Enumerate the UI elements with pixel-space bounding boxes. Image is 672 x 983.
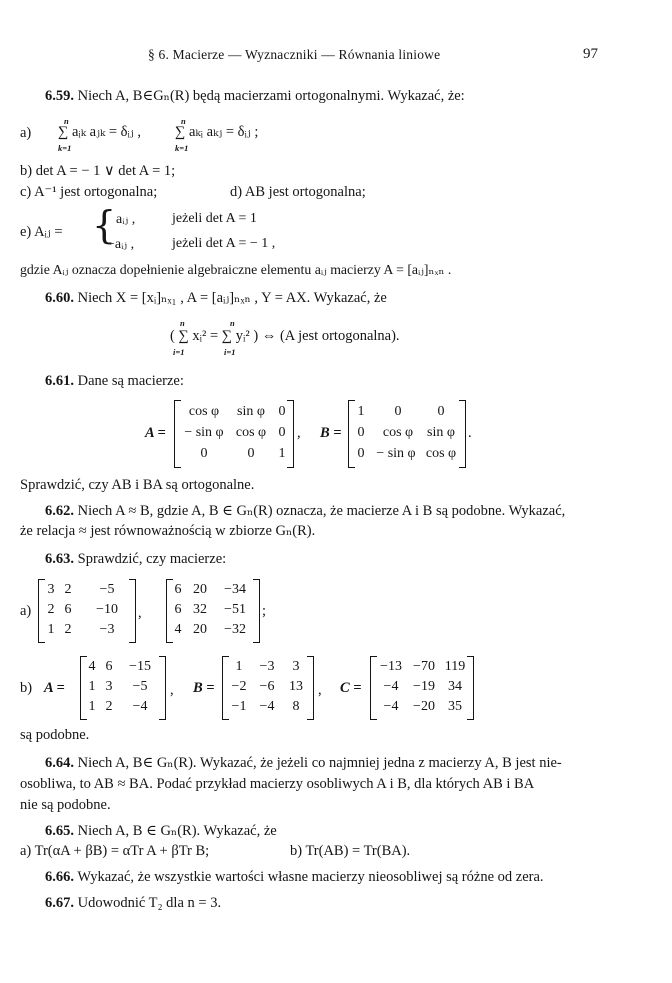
matrix-entry: 34 [448, 679, 462, 694]
comma: , [170, 682, 174, 698]
sum-lower-limit: i=1 [173, 347, 185, 357]
problem-6-64-line-1 [45, 755, 562, 772]
matrix-entry: 119 [444, 659, 466, 674]
item-b-label: b) [20, 680, 33, 696]
matrix-entry: −4 [383, 699, 399, 714]
matrix-entry: 35 [448, 699, 462, 714]
comma: , [138, 605, 142, 621]
sum-lower-limit: k=1 [175, 143, 189, 153]
problem-number: 6.64. [45, 755, 74, 771]
running-header: § 6. Macierze — Wyznaczniki — Równania liniowe [148, 47, 441, 62]
matrix-b-C [370, 656, 474, 720]
matrix-entry: 20 [193, 622, 207, 637]
matrix-entry: −32 [224, 622, 246, 637]
matrix-entry: cos φ [235, 425, 267, 440]
podobne-line: są podobne. [20, 727, 90, 743]
problem-6-61 [45, 373, 184, 390]
matrix-entry: sin φ [237, 404, 265, 419]
matrix-B-label: B = [193, 680, 215, 696]
problem-text: Wykazać, że wszystkie wartości własne macierzy nieosobliwej są różne od zera. [77, 869, 544, 885]
item-d: d) AB jest ortogonalna; [230, 184, 366, 200]
matrix-entry: −4 [383, 679, 399, 694]
problem-text: Niech A, B∈ Gₙ(R). Wykazać, że jeżeli co najmniej jedna z macierzy A, B jest nie- [77, 755, 562, 771]
matrix-entry: 6 [64, 602, 72, 617]
matrix-entry: 0 [247, 446, 255, 461]
problem-number: 6.62. [45, 503, 74, 519]
case-2-value: −aᵢⱼ , [107, 237, 135, 252]
matrix-entry: − sin φ [184, 425, 224, 440]
matrix-a1 [38, 579, 136, 643]
matrix-entry: −34 [224, 582, 246, 597]
matrix-entry: 0 [200, 446, 208, 461]
matrix-entry: 4 [174, 622, 182, 637]
matrix-b-B [222, 656, 314, 720]
matrix-entry: −13 [380, 659, 402, 674]
item-b: b) Tr(AB) = Tr(BA). [290, 843, 411, 859]
matrix-B [348, 400, 466, 468]
problem-6-60 [45, 290, 387, 307]
matrix-entry: −15 [129, 659, 151, 674]
matrix-A-label: A = [44, 680, 65, 696]
matrix-entry: 2 [105, 699, 113, 714]
sum-upper-limit: n [181, 116, 186, 126]
matrix-entry: 1 [88, 679, 96, 694]
matrix-entry: −4 [132, 699, 148, 714]
matrix-entry: 4 [88, 659, 96, 674]
matrix-entry: −51 [224, 602, 246, 617]
matrix-entry: 3 [105, 679, 113, 694]
matrix-entry: 3 [47, 582, 55, 597]
problem-text: Niech A ≈ B, gdzie A, B ∈ Gₙ(R) oznacza, że macierze A i B są podobne. Wykazać, [77, 503, 566, 519]
case-1-value: aᵢⱼ , [116, 212, 136, 227]
matrix-entry: 1 [88, 699, 96, 714]
item-e-label: e) Aᵢⱼ = [20, 224, 63, 240]
item-a-label: a) [20, 603, 32, 619]
matrix-entry: 0 [357, 446, 365, 461]
matrix-entry: 1 [235, 659, 243, 674]
matrix-b-A [80, 656, 166, 720]
problem-6-64-line-2: osobliwa, to AB ≈ BA. Podać przykład macierzy osobliwych A i B, dla których AB i BA [20, 776, 535, 792]
matrix-entry: 20 [193, 582, 207, 597]
sum-lower-limit: k=1 [58, 143, 72, 153]
sum-upper-limit: n [230, 318, 235, 328]
problem-6-62-line-1 [45, 503, 565, 520]
matrix-entry: 2 [64, 622, 72, 637]
matrix-A [174, 400, 294, 468]
matrix-entry: 0 [394, 404, 402, 419]
problem-number: 6.66. [45, 869, 74, 885]
item-a-label: a) [20, 125, 32, 141]
matrix-entry: 32 [193, 602, 207, 617]
matrix-entry: cos φ [425, 446, 457, 461]
matrix-entry: 0 [278, 404, 286, 419]
problem-text: Niech X = [xᵢ]ₙₓ₁ , A = [aᵢⱼ]ₙₓₙ , Y = AX. Wykazać, że [77, 290, 387, 306]
matrix-entry: −6 [259, 679, 275, 694]
item-b: b) det A = − 1 ∨ det A = 1; [20, 163, 176, 179]
matrix-entry: −20 [413, 699, 435, 714]
problem-number: 6.65. [45, 823, 74, 839]
case-2-condition: jeżeli det A = − 1 , [172, 236, 276, 251]
problem-text: Niech A, B ∈ Gₙ(R). Wykazać, że [77, 823, 277, 839]
sum-upper-limit: n [180, 318, 185, 328]
problem-6-65 [45, 823, 277, 840]
matrix-entry: 13 [289, 679, 303, 694]
matrix-entry: −2 [231, 679, 247, 694]
matrix-entry: −19 [413, 679, 435, 694]
problem-6-62-line-2: że relacja ≈ jest równoważnością w zbiorze Gₙ(R). [20, 523, 316, 539]
problem-number: 6.59. [45, 88, 74, 104]
item-c: c) A⁻¹ jest ortogonalna; [20, 184, 158, 200]
problem-number: 6.63. [45, 551, 74, 567]
matrix-entry: cos φ [382, 425, 414, 440]
matrix-entry: −10 [96, 602, 118, 617]
matrix-entry: cos φ [188, 404, 220, 419]
problem-text: Sprawdzić, czy macierze: [77, 551, 227, 567]
matrix-A-label: A = [145, 425, 166, 441]
comma: , [297, 425, 301, 441]
sum-formula-1: ∑ aᵢₖ aⱼₖ = δᵢⱼ , [58, 124, 141, 140]
matrix-entry: −70 [413, 659, 435, 674]
matrix-entry: 8 [292, 699, 300, 714]
matrix-entry: 6 [174, 582, 182, 597]
matrix-entry: 6 [105, 659, 113, 674]
matrix-entry: 6 [174, 602, 182, 617]
problem-6-67 [45, 895, 221, 912]
sum-upper-limit: n [64, 116, 69, 126]
matrix-entry: sin φ [427, 425, 455, 440]
matrix-entry: −1 [231, 699, 247, 714]
norm-equivalence-formula: ( ∑ xᵢ² = ∑ yᵢ² ) ⇔ (A jest ortogonalna). [170, 328, 400, 344]
problem-text: Niech A, B∈Gₙ(R) będą macierzami ortogonalnymi. Wykazać, że: [77, 88, 465, 104]
matrix-entry: −3 [99, 622, 115, 637]
problem-6-64-line-3: nie są podobne. [20, 797, 111, 813]
matrix-entry: − sin φ [376, 446, 416, 461]
matrix-entry: 0 [278, 425, 286, 440]
matrix-C-label: C = [340, 680, 362, 696]
matrix-entry: −5 [132, 679, 148, 694]
matrix-entry: 1 [357, 404, 365, 419]
sum-lower-limit: i=1 [224, 347, 236, 357]
problem-number: 6.61. [45, 373, 74, 389]
check-line: Sprawdzić, czy AB i BA są ortogonalne. [20, 477, 255, 493]
case-1-condition: jeżeli det A = 1 [172, 211, 257, 226]
problem-text: Dane są macierze: [77, 373, 184, 389]
left-brace: { [92, 203, 117, 247]
matrix-a2 [166, 579, 260, 643]
matrix-entry: 2 [47, 602, 55, 617]
matrix-entry: 2 [64, 582, 72, 597]
problem-6-63 [45, 551, 226, 568]
matrix-entry: 0 [437, 404, 445, 419]
sum-formula-2: ∑ aₖᵢ aₖⱼ = δᵢⱼ ; [175, 124, 259, 140]
matrix-entry: 1 [278, 446, 286, 461]
comma: , [318, 682, 322, 698]
item-a: a) Tr(αA + βB) = αTr A + βTr B; [20, 843, 210, 859]
matrix-entry: 0 [357, 425, 365, 440]
matrix-entry: −3 [259, 659, 275, 674]
gdzie-line: gdzie Aᵢⱼ oznacza dopełnienie algebraiczne elementu aᵢⱼ macierzy A = [aᵢⱼ]ₙₓₙ . [20, 262, 452, 277]
matrix-B-label: B = [320, 425, 342, 441]
problem-number: 6.67. [45, 895, 74, 911]
matrix-entry: −4 [259, 699, 275, 714]
problem-number: 6.60. [45, 290, 74, 306]
problem-text: Udowodnić T₂ dla n = 3. [77, 895, 222, 911]
semicolon: ; [262, 603, 267, 619]
problem-6-59 [45, 88, 465, 105]
period: . [468, 425, 472, 441]
matrix-entry: −5 [99, 582, 115, 597]
matrix-entry: 1 [47, 622, 55, 637]
page-number: 97 [583, 46, 598, 62]
problem-6-66 [45, 869, 544, 886]
matrix-entry: 3 [292, 659, 300, 674]
